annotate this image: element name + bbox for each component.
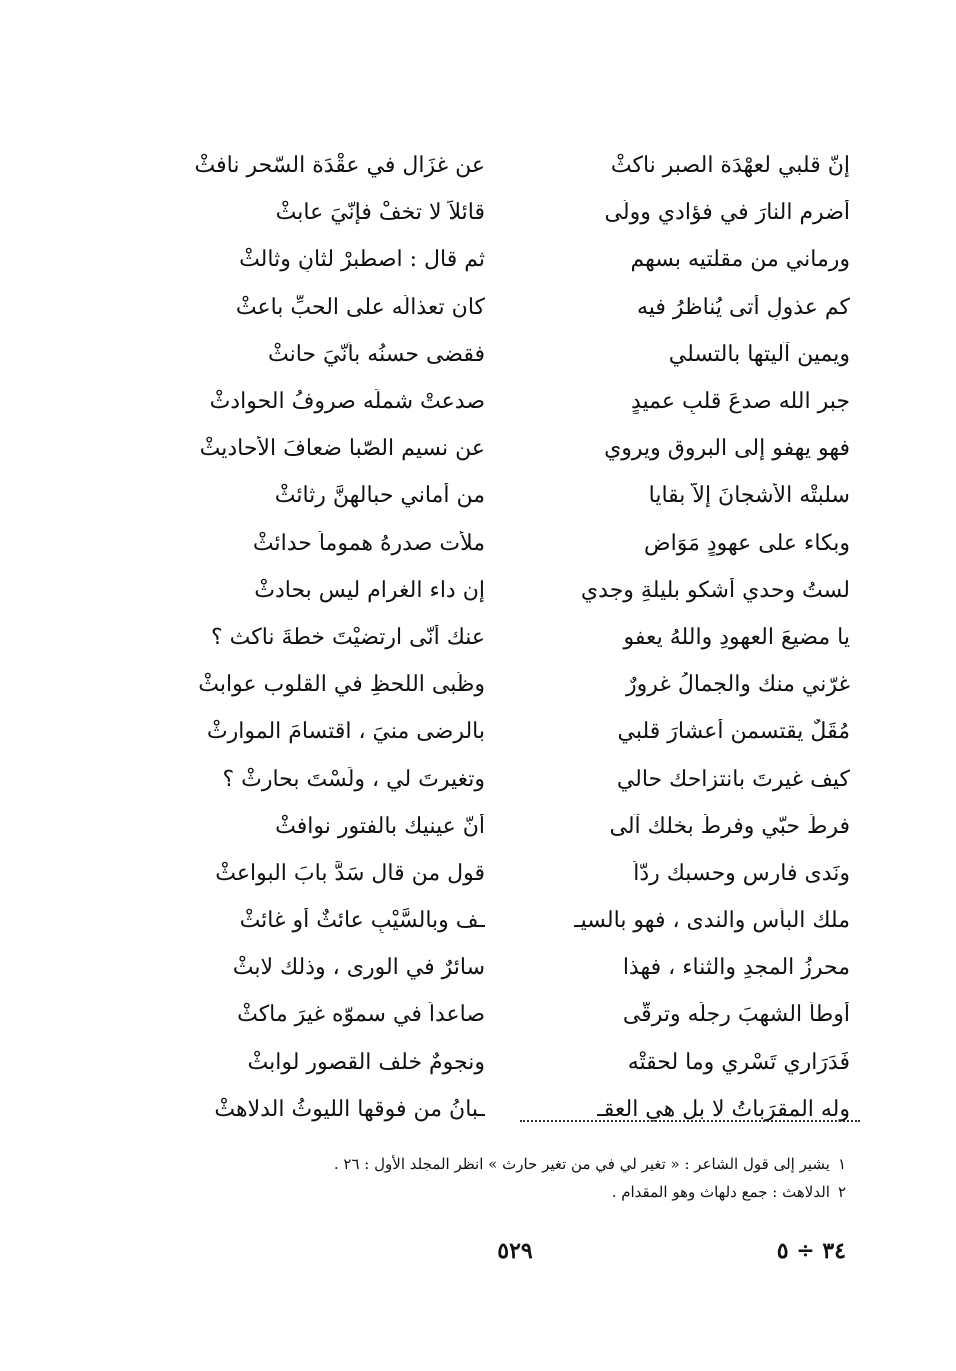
verse: [160, 520, 850, 567]
verse: [160, 850, 850, 897]
verse-first-hemistich: كيف غيرتَ بانتزاحك حالي: [616, 766, 850, 792]
verse-first-hemistich: أوطأ الشهبَ رجلَه وترقّى: [622, 1002, 850, 1028]
verse-first-hemistich: ويمين آليتها بالتسلي: [668, 341, 850, 367]
verse-second-hemistich: قائلاً لا تخفْ فإنّيَ عابثْ: [275, 200, 485, 226]
footnotes: [146, 1150, 846, 1206]
verse-first-hemistich: وله المقرَباتُ لا بل هي العقـ: [597, 1096, 850, 1122]
verse-first-hemistich: وبكاء على عهودٍ مَوَاضٍ: [644, 530, 850, 556]
verse: [160, 331, 850, 378]
verse-second-hemistich: عن نسيم الصّبا ضعافَ الأحاديثْ: [199, 436, 485, 462]
verse-first-hemistich: ملك البأس والندى ، فهو بالسيـ: [574, 908, 850, 934]
verse: [160, 189, 850, 236]
verse: [160, 614, 850, 661]
verse-first-hemistich: ونَدى فارس وحسبك ردّاً: [633, 860, 850, 886]
verse: [160, 1086, 850, 1133]
verse-second-hemistich: وتغيرتَ لي ، ولَسْتَ بحارثْ ؟: [222, 766, 485, 792]
verse-second-hemistich: أنّ عينيك بالفتورِ نوافثْ: [275, 813, 485, 839]
footnote-number: ١: [837, 1155, 846, 1173]
verse-first-hemistich: يا مضيعَ العهودِ واللهُ يعفو: [623, 624, 850, 650]
verse-first-hemistich: محرزُ المجدِ والثناء ، فهذا: [622, 955, 850, 981]
verse-second-hemistich: كان تعذالُه على الحبِّ باعثْ: [235, 294, 485, 320]
verse-second-hemistich: فقضى حسنُه بأنّيَ حانثْ: [267, 341, 485, 367]
footnote: [146, 1150, 846, 1178]
verse-first-hemistich: أضرم النارَ في فؤادي وولّى: [604, 200, 850, 226]
page-number: ٥٢٩: [497, 1238, 533, 1264]
verse-first-hemistich: ورماني من مقلتيه بسهمٍ: [630, 247, 850, 273]
verse-first-hemistich: إنّ قلبي لعهْدَة الصبر ناكثْ: [610, 153, 850, 179]
verse-first-hemistich: فرطُ حبّي وفرطُ بخلك آلى: [609, 813, 850, 839]
footnote-text: الدلاهث : جمع دلهاث وهو المقدام .: [611, 1183, 830, 1201]
verse: [160, 708, 850, 755]
verse-first-hemistich: كم عذولٍ أتى يُناظرُ فيه: [636, 294, 850, 320]
verse: [160, 472, 850, 519]
verse-first-hemistich: غرّني منك والجمالُ غرورٌ: [626, 672, 850, 698]
verse-second-hemistich: بالرضى منيَ ، اقتسامَ الموارثْ: [206, 719, 485, 745]
verse: [160, 284, 850, 331]
verse: [160, 661, 850, 708]
verse: [160, 378, 850, 425]
verse: [160, 944, 850, 991]
verse-second-hemistich: عن غزَال في عقْدَة السّحرِ نافثْ: [194, 153, 485, 179]
verse-second-hemistich: ثم قال : اصطبرْ لثانٍ وثالثْ: [239, 247, 485, 273]
verse: [160, 142, 850, 189]
verse-second-hemistich: عنك أنّى ارتضيْتَ خطةَ ناكث ؟: [210, 624, 485, 650]
verse-second-hemistich: وظُبى اللحظِ في القلوب عوابثْ: [198, 672, 485, 698]
verse-first-hemistich: مُقَلٌ يقتسمن أعشارَ قلبي: [617, 719, 850, 745]
footnote-number: ٢: [837, 1183, 846, 1201]
poem: [160, 142, 850, 1133]
footnote-divider: [520, 1120, 860, 1122]
verse-second-hemistich: صدعتْ شملَه صروفُ الحوادثْ: [209, 389, 485, 415]
verse-second-hemistich: قول من قال سَدَّ بابَ البواعثْ: [215, 860, 485, 886]
verse: [160, 897, 850, 944]
verse-first-hemistich: لستُ وحدي أشكو بليلةِ وجدي: [580, 577, 850, 603]
verse: [160, 1039, 850, 1086]
verse-first-hemistich: سلبتْه الأشجانَ إلاّ بقايا: [648, 483, 850, 509]
verse: [160, 991, 850, 1038]
verse-second-hemistich: ـف وبالسَّيْبِ عائثٌ أو غائثْ: [239, 908, 485, 934]
verse: [160, 425, 850, 472]
verse-second-hemistich: ملأت صدرهُ هموماً حدائثْ: [252, 530, 485, 556]
verse-first-hemistich: جبر الله صدعَ قلبِ عميدٍ: [630, 389, 850, 415]
footnote-text: يشير إلى قول الشاعر : « تغير لي في من تغير حارث » انظر المجلد الأول : ٢٦ .: [333, 1155, 830, 1173]
verse-second-hemistich: ـبانُ من فوقها الليوثُ الدلاهثْ: [214, 1096, 485, 1122]
footnote: [146, 1178, 846, 1206]
verse-second-hemistich: إن داء الغرام ليس بحادثْ: [254, 577, 485, 603]
verse: [160, 803, 850, 850]
verse-first-hemistich: فَدَرَاري تَسْري وما لحقتْه: [627, 1049, 850, 1075]
verse: [160, 236, 850, 283]
verse-first-hemistich: فهو يهفو إلى البروقِ ويروي: [604, 436, 850, 462]
verse: [160, 567, 850, 614]
verse-second-hemistich: ونجومٌ خلف القصور لوابثْ: [247, 1049, 485, 1075]
verse: [160, 755, 850, 802]
verse-second-hemistich: من أماني حبالهنَّ رثائثْ: [274, 483, 485, 509]
verse-second-hemistich: صاعداً في سموّه غيرَ ماكثْ: [237, 1002, 485, 1028]
printer-signature: ٣٤ ÷ ٥: [776, 1238, 846, 1264]
verse-second-hemistich: سائرٌ في الورى ، وذلك لابثْ: [232, 955, 485, 981]
